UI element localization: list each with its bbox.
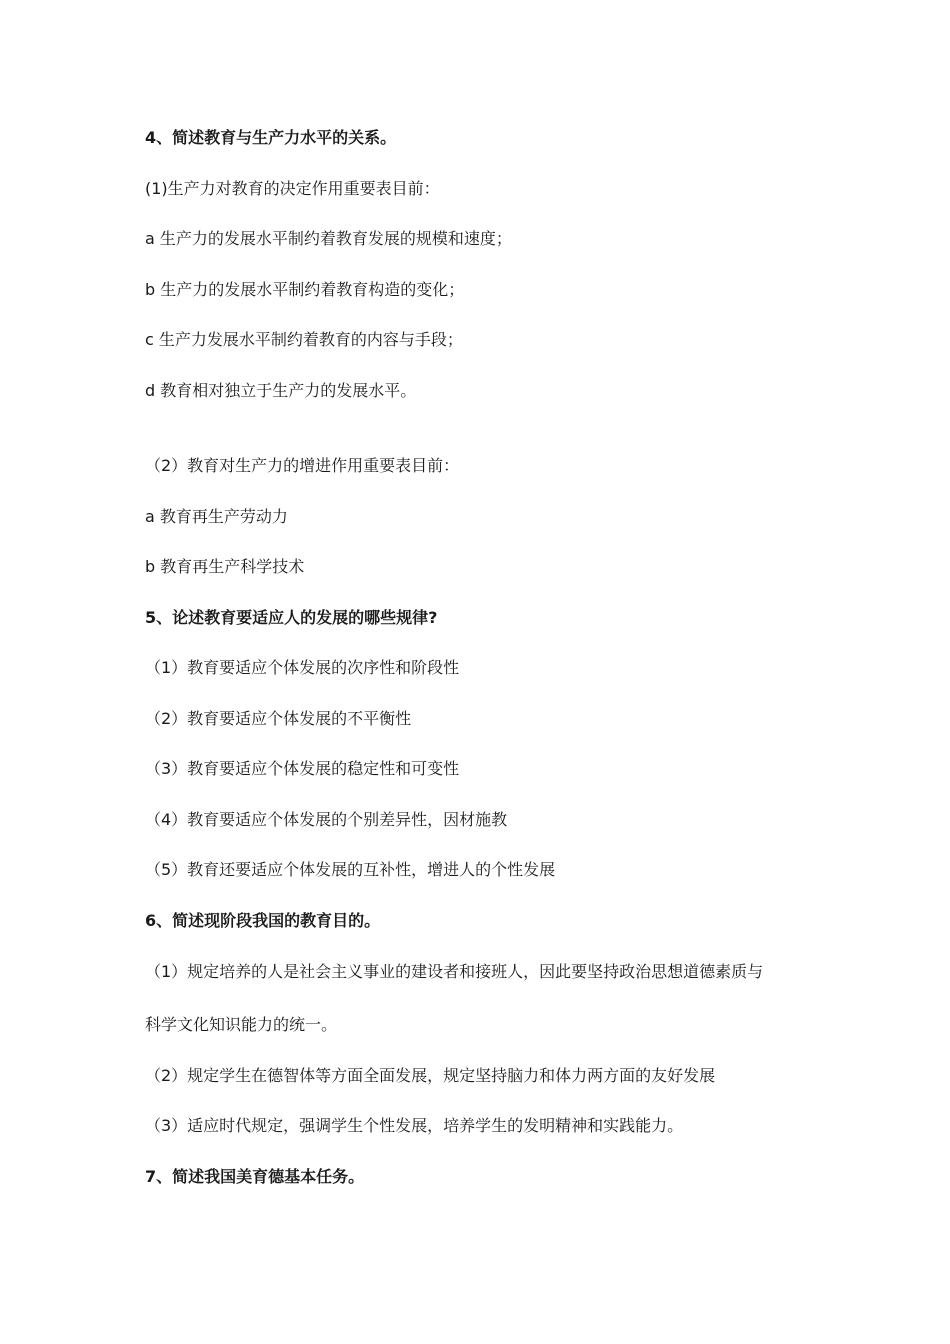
section-heading-4: 4、简述教育与生产力水平的关系。 [145,128,397,147]
paragraph-line: b 生产力的发展水平制约着教育构造的变化； [145,280,465,299]
paragraph-line: a 教育再生产劳动力 [145,507,288,526]
section-heading-6: 6、简述现阶段我国的教育目的。 [145,911,381,930]
paragraph-line: d 教育相对独立于生产力的发展水平。 [145,381,417,400]
paragraph-line: （2）教育要适应个体发展的不平衡性 [145,709,412,728]
paragraph-line: （1）教育要适应个体发展的次序性和阶段性 [145,658,460,677]
section-heading-5: 5、论述教育要适应人的发展的哪些规律? [145,608,438,627]
paragraph-line: (1)生产力对教育的决定作用重要表目前： [145,179,440,198]
paragraph-line: 科学文化知识能力的统一。 [145,1015,338,1034]
paragraph-line: （3）适应时代规定，强调学生个性发展，培养学生的发明精神和实践能力。 [145,1116,684,1135]
paragraph-line: （5）教育还要适应个体发展的互补性，增进人的个性发展 [145,860,556,879]
section-heading-7: 7、简述我国美育德基本任务。 [145,1167,365,1186]
paragraph-line: a 生产力的发展水平制约着教育发展的规模和速度； [145,229,512,248]
paragraph-line: （4）教育要适应个体发展的个别差异性，因材施教 [145,810,508,829]
paragraph-line: （2）规定学生在德智体等方面全面发展，规定坚持脑力和体力两方面的友好发展 [145,1066,716,1085]
paragraph-line: b 教育再生产科学技术 [145,557,305,576]
paragraph-line: （2）教育对生产力的增进作用重要表目前： [145,456,460,475]
paragraph-line: （1）规定培养的人是社会主义事业的建设者和接班人，因此要坚持政治思想道德素质与 [145,962,764,981]
paragraph-line: c 生产力发展水平制约着教育的内容与手段； [145,330,463,349]
paragraph-line: （3）教育要适应个体发展的稳定性和可变性 [145,759,460,778]
